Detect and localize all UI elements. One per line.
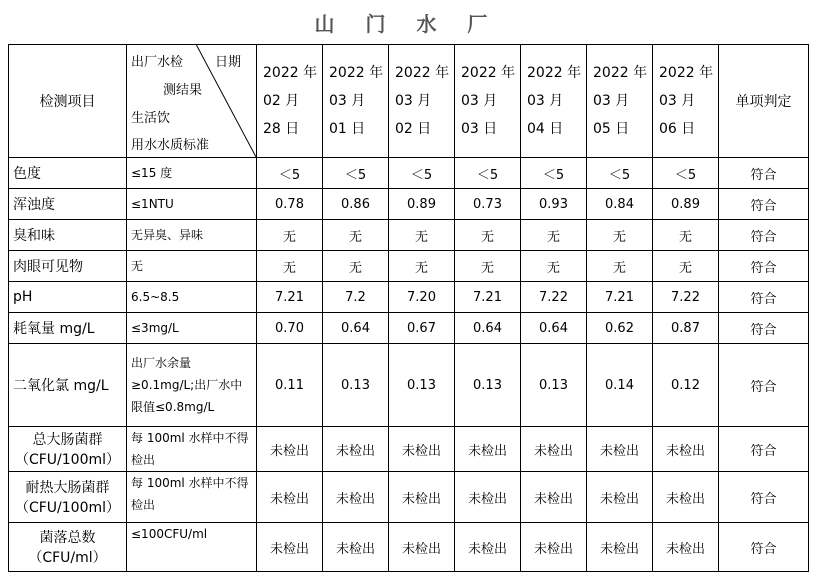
value-cell: ＜5: [257, 158, 323, 189]
value-cell: 未检出: [587, 427, 653, 472]
water-quality-table: [8, 44, 809, 572]
value-cell: 未检出: [257, 472, 323, 523]
value-cell: 0.78: [257, 189, 323, 220]
judge-cell: 符合: [719, 251, 809, 282]
value-cell: 7.20: [389, 282, 455, 313]
diag-bottom-1: 生活饮: [131, 111, 171, 126]
table-row: [9, 220, 809, 251]
standard-cell: 无: [127, 251, 257, 282]
value-cell: 0.62: [587, 313, 653, 344]
value-cell: ＜5: [323, 158, 389, 189]
value-cell: 7.21: [257, 282, 323, 313]
value-cell: 无: [455, 251, 521, 282]
value-cell: 未检出: [257, 523, 323, 572]
value-cell: 无: [587, 220, 653, 251]
judge-cell: 符合: [719, 189, 809, 220]
judge-cell: 符合: [719, 472, 809, 523]
value-cell: 未检出: [653, 523, 719, 572]
table-row: [9, 344, 809, 427]
item-cell: 臭和味: [9, 220, 127, 251]
item-cell: 耐热大肠菌群（CFU/100ml）: [9, 472, 127, 523]
judge-cell: 符合: [719, 282, 809, 313]
value-cell: 未检出: [323, 427, 389, 472]
value-cell: 0.11: [257, 344, 323, 427]
value-cell: 未检出: [455, 472, 521, 523]
value-cell: 7.2: [323, 282, 389, 313]
item-cell: 色度: [9, 158, 127, 189]
value-cell: 0.13: [389, 344, 455, 427]
date-col-6: 2022 年 03 月 06 日: [653, 45, 719, 158]
value-cell: 7.21: [455, 282, 521, 313]
standard-cell: 每 100ml 水样中不得检出: [127, 427, 257, 472]
value-cell: ＜5: [455, 158, 521, 189]
table-row: [9, 251, 809, 282]
value-cell: 0.93: [521, 189, 587, 220]
value-cell: 0.64: [455, 313, 521, 344]
value-cell: 0.84: [587, 189, 653, 220]
date-col-1: 2022 年 03 月 01 日: [323, 45, 389, 158]
value-cell: 0.13: [521, 344, 587, 427]
value-cell: 7.22: [521, 282, 587, 313]
value-cell: ＜5: [389, 158, 455, 189]
value-cell: 0.73: [455, 189, 521, 220]
table-row: [9, 472, 809, 523]
standard-cell: ≤1NTU: [127, 189, 257, 220]
diag-mid: 测结果: [163, 83, 203, 98]
value-cell: 未检出: [521, 523, 587, 572]
item-cell: pH: [9, 282, 127, 313]
value-cell: 0.89: [653, 189, 719, 220]
diag-top-left: 出厂水检: [131, 55, 184, 70]
table-row: [9, 523, 809, 572]
value-cell: 未检出: [389, 472, 455, 523]
value-cell: 无: [257, 220, 323, 251]
page-title: 山 门 水 厂: [314, 12, 500, 36]
value-cell: 0.67: [389, 313, 455, 344]
value-cell: 0.87: [653, 313, 719, 344]
value-cell: 未检出: [587, 523, 653, 572]
item-cell: 总大肠菌群（CFU/100ml）: [9, 427, 127, 472]
value-cell: 无: [323, 251, 389, 282]
judge-cell: 符合: [719, 220, 809, 251]
value-cell: 无: [587, 251, 653, 282]
value-cell: 无: [257, 251, 323, 282]
value-cell: 0.14: [587, 344, 653, 427]
value-cell: 0.12: [653, 344, 719, 427]
value-cell: ＜5: [587, 158, 653, 189]
value-cell: 0.64: [323, 313, 389, 344]
value-cell: 0.86: [323, 189, 389, 220]
standard-cell: 6.5~8.5: [127, 282, 257, 313]
diag-bottom-2: 用水水质标准: [131, 138, 210, 153]
judge-cell: 符合: [719, 523, 809, 572]
value-cell: 无: [521, 251, 587, 282]
header-judge: 单项判定: [719, 45, 809, 158]
value-cell: ＜5: [653, 158, 719, 189]
date-col-5: 2022 年 03 月 05 日: [587, 45, 653, 158]
value-cell: 无: [389, 220, 455, 251]
value-cell: 0.89: [389, 189, 455, 220]
diag-top-right: 日期: [215, 55, 242, 70]
value-cell: 未检出: [653, 427, 719, 472]
header-row: [9, 45, 809, 158]
value-cell: 无: [455, 220, 521, 251]
judge-cell: 符合: [719, 158, 809, 189]
header-diagonal-cell: [127, 45, 257, 158]
header-item: 检测项目: [9, 45, 127, 158]
value-cell: 0.13: [455, 344, 521, 427]
value-cell: 未检出: [389, 427, 455, 472]
item-cell: 肉眼可见物: [9, 251, 127, 282]
value-cell: 无: [521, 220, 587, 251]
table-row: [9, 313, 809, 344]
standard-cell: 出厂水余量≥0.1mg/L;出厂水中限值≤0.8mg/L: [127, 344, 257, 427]
value-cell: 无: [653, 220, 719, 251]
value-cell: 未检出: [323, 523, 389, 572]
value-cell: 0.13: [323, 344, 389, 427]
table-row: [9, 158, 809, 189]
standard-cell: ≤15 度: [127, 158, 257, 189]
value-cell: 未检出: [389, 523, 455, 572]
table-row: [9, 282, 809, 313]
standard-cell: ≤3mg/L: [127, 313, 257, 344]
table-row: [9, 427, 809, 472]
item-cell: 菌落总数（CFU/ml）: [9, 523, 127, 572]
value-cell: ＜5: [521, 158, 587, 189]
value-cell: 未检出: [653, 472, 719, 523]
value-cell: 未检出: [521, 427, 587, 472]
item-cell: 二氧化氯 mg/L: [9, 344, 127, 427]
item-cell: 浑浊度: [9, 189, 127, 220]
value-cell: 未检出: [455, 523, 521, 572]
value-cell: 无: [323, 220, 389, 251]
judge-cell: 符合: [719, 427, 809, 472]
value-cell: 无: [389, 251, 455, 282]
judge-cell: 符合: [719, 344, 809, 427]
standard-cell: 每 100ml 水样中不得检出: [127, 472, 257, 523]
value-cell: 未检出: [257, 427, 323, 472]
table-row: [9, 189, 809, 220]
value-cell: 0.70: [257, 313, 323, 344]
value-cell: 未检出: [323, 472, 389, 523]
value-cell: 未检出: [455, 427, 521, 472]
date-col-3: 2022 年 03 月 03 日: [455, 45, 521, 158]
value-cell: 未检出: [587, 472, 653, 523]
date-col-4: 2022 年 03 月 04 日: [521, 45, 587, 158]
value-cell: 0.64: [521, 313, 587, 344]
value-cell: 无: [653, 251, 719, 282]
value-cell: 7.21: [587, 282, 653, 313]
item-cell: 耗氧量 mg/L: [9, 313, 127, 344]
value-cell: 未检出: [521, 472, 587, 523]
judge-cell: 符合: [719, 313, 809, 344]
value-cell: 7.22: [653, 282, 719, 313]
date-col-0: 2022 年 02 月 28 日: [257, 45, 323, 158]
standard-cell: ≤100CFU/ml: [127, 523, 257, 572]
standard-cell: 无异臭、异味: [127, 220, 257, 251]
date-col-2: 2022 年 03 月 02 日: [389, 45, 455, 158]
